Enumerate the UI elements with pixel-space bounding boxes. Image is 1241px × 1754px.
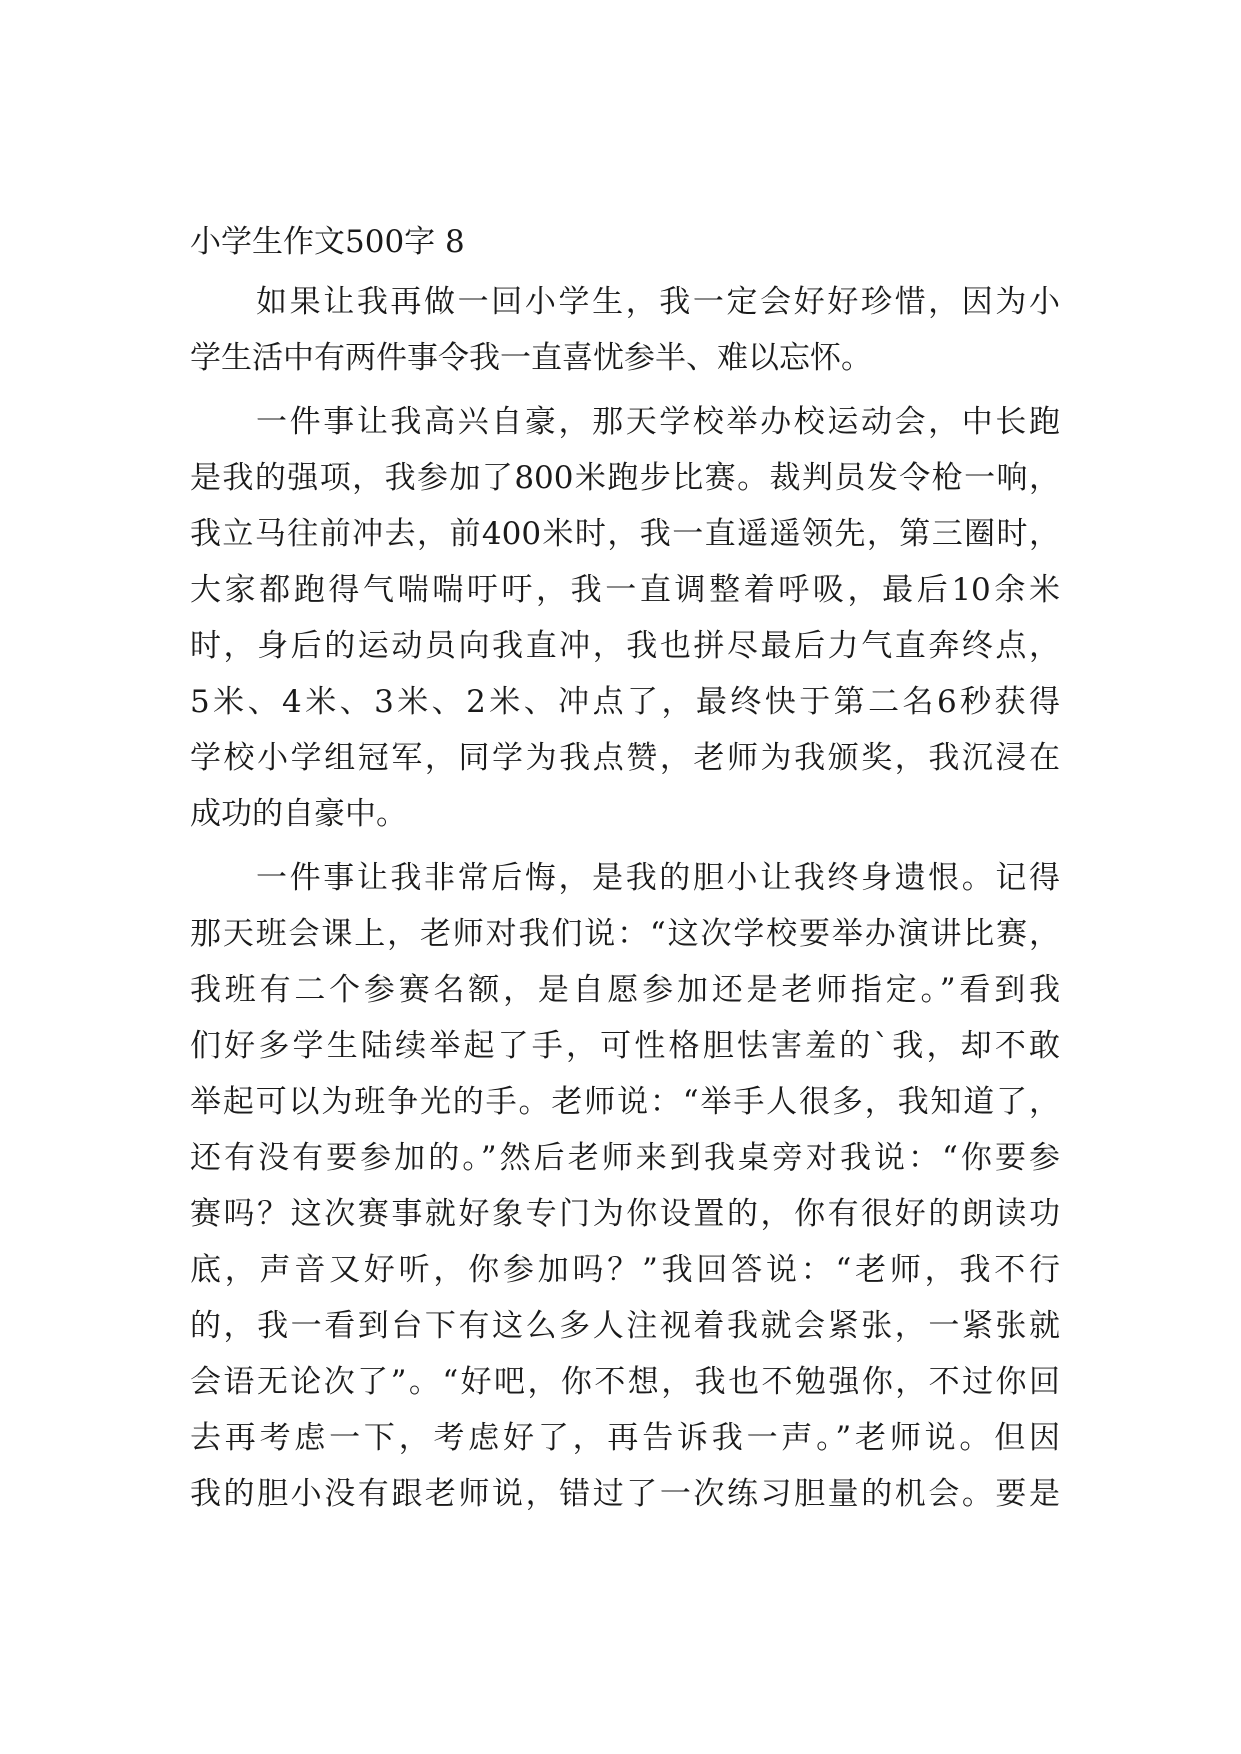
paragraph-line: 我班有二个参赛名额，是自愿参加还是老师指定。”看到我: [190, 972, 1060, 1008]
paragraph-line: 大家都跑得气喘喘吁吁，我一直调整着呼吸，最后10余米: [190, 572, 1060, 608]
paragraph-line: 学校小学组冠军，同学为我点赞，老师为我颁奖，我沉浸在: [190, 740, 1060, 776]
document-title: 小学生作文500字 8: [190, 224, 465, 260]
paragraph-line: 是我的强项，我参加了800米跑步比赛。裁判员发令枪一响，: [190, 460, 1060, 496]
paragraph-line: 我立马往前冲去，前400米时，我一直遥遥领先，第三圈时，: [190, 516, 1060, 552]
paragraph-line: 底，声音又好听，你参加吗？”我回答说：“老师，我不行: [190, 1252, 1060, 1288]
paragraph-line: 赛吗？这次赛事就好象专门为你设置的，你有很好的朗读功: [190, 1196, 1060, 1232]
paragraph-line: 举起可以为班争光的手。老师说：“举手人很多，我知道了，: [190, 1084, 1060, 1120]
paragraph-line: 成功的自豪中。: [190, 796, 407, 832]
paragraph-line: 一件事让我非常后悔，是我的胆小让我终身遗恨。记得: [256, 860, 1060, 896]
paragraph-line: 如果让我再做一回小学生，我一定会好好珍惜，因为小: [256, 284, 1060, 320]
paragraph-line: 还有没有要参加的。”然后老师来到我桌旁对我说：“你要参: [190, 1140, 1060, 1176]
paragraph-line: 去再考虑一下，考虑好了，再告诉我一声。”老师说。但因: [190, 1420, 1060, 1456]
paragraph-line: 会语无论次了”。“好吧，你不想，我也不勉强你，不过你回: [190, 1364, 1060, 1400]
paragraph-line: 学生活中有两件事令我一直喜忧参半、难以忘怀。: [190, 340, 872, 376]
paragraph-line: 5米、4米、3米、2米、冲点了，最终快于第二名6秒获得: [190, 684, 1060, 720]
paragraph-line: 的，我一看到台下有这么多人注视着我就会紧张，一紧张就: [190, 1308, 1060, 1344]
paragraph-line: 一件事让我高兴自豪，那天学校举办校运动会，中长跑: [256, 404, 1060, 440]
paragraph-line: 们好多学生陆续举起了手，可性格胆怯害羞的`我，却不敢: [190, 1028, 1060, 1064]
paragraph-line: 我的胆小没有跟老师说，错过了一次练习胆量的机会。要是: [190, 1476, 1060, 1512]
paragraph-line: 那天班会课上，老师对我们说：“这次学校要举办演讲比赛，: [190, 916, 1060, 952]
paragraph-line: 时，身后的运动员向我直冲，我也拼尽最后力气直奔终点，: [190, 628, 1060, 664]
